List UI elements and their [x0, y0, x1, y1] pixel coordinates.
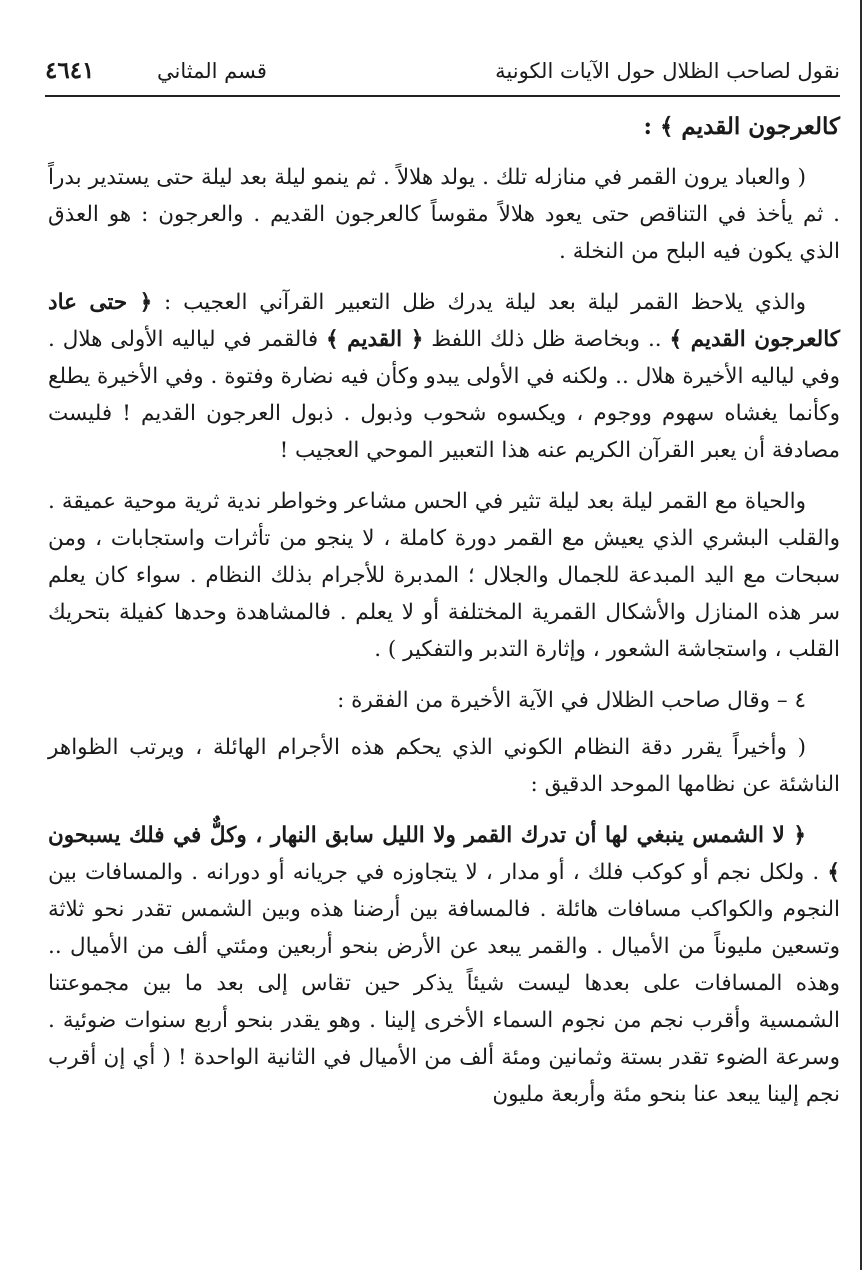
section-label: قسم المثاني — [157, 59, 267, 83]
paragraph-2-part-c: .. وبخاصة ظل ذلك اللفظ — [423, 327, 670, 352]
quran-quote-2: ﴿ القديم ﴾ — [326, 327, 424, 352]
quran-quote-1: ﴿ حتى عاد كالعرجون القديم ﴾ — [48, 290, 840, 352]
running-title: نقول لصاحب الظلال حول الآيات الكونية — [495, 59, 840, 83]
paragraph-3: والحياة مع القمر ليلة بعد ليلة تثير في الحس مشاعر وخواطر ندية ثرية موحية عميقة . والقلب البشري الذي يعيش مع القمر دورة كاملة ، لا ينجو من تأثرات واستجابات ، ومن سبحات مع اليد المبدعة للجمال والجلال ؛ المدبرة للأجرام بذلك النظام . سواء كان يعلم سر هذه المنازل والأشكال القمرية المختلفة أو لا يعلم . فالمشاهدة وحدها كفيلة بتحريك القلب ، واستجاشة الشعور ، وإثارة التدبر والتفكير ) . — [48, 489, 840, 662]
paragraph-6 — [48, 817, 840, 1113]
paragraph-2 — [48, 284, 840, 469]
page-edge-line — [860, 0, 862, 1270]
page-header — [45, 55, 840, 93]
quran-verse: ﴿ لا الشمس ينبغي لها أن تدرك القمر ولا الليل سابق النهار ، وكلٌّ في فلك يسبحون ﴾ — [48, 823, 840, 885]
page-number: ٤٦٤١ — [45, 57, 95, 84]
paragraph-5: ( وأخيراً يقرر دقة النظام الكوني الذي يحكم هذه الأجرام الهائلة ، ويرتب الظواهر الناشئة عن نظامها الموحد الدقيق : — [48, 735, 840, 797]
paragraph-6-rest: . ولكل نجم أو كوكب فلك ، أو مدار ، لا يتجاوزه في جريانه أو دورانه . والمسافات بين النجوم والكواكب مسافات هائلة . فالمسافة بين أرضنا هذه وبين الشمس تقدر نحو ثلاثة وتسعين مليوناً من الأميال . والقمر يبعد عن الأرض بنحو أربعين ومئتي ألف من الأميال .. وهذه المسافات على بعدها ليست شيئاً يذكر حين تقاس إلى بعد ما بين مجموعتنا الشمسية وأقرب نجم من نجوم السماء الأخرى إلينا . وهو يقدر بنحو أربع سنوات ضوئية . وسرعة الضوء تقدر بستة وثمانين ومئة ألف من الأميال في الثانية الواحدة ! ( أي إن أقرب نجم إلينا يبعد عنا بنحو مئة وأربعة مليون — [48, 860, 840, 1107]
paragraph-2-part-a: والذي يلاحظ القمر ليلة بعد ليلة يدرك ظل التعبير القرآني العجيب : — [152, 290, 806, 315]
header-rule — [45, 95, 840, 97]
paragraph-1: ( والعباد يرون القمر في منازله تلك . يولد هلالاً . ثم ينمو ليلة بعد ليلة حتى يستدير بدراً . ثم يأخذ في التناقص حتى يعود هلالاً مقوساً كالعرجون القديم . والعرجون : هو العذق الذي يكون فيه البلح من النخلة . — [48, 165, 840, 264]
paragraph-4: ٤ – وقال صاحب الظلال في الآية الأخيرة من الفقرة : — [337, 688, 806, 713]
section-heading: كالعرجون القديم ﴾ : — [643, 113, 840, 140]
body-text — [48, 108, 840, 1127]
paragraph-2-part-e: فالقمر في لياليه الأولى هلال . وفي لياليه الأخيرة هلال .. ولكنه في الأولى يبدو وكأن فيه نضارة وفتوة . وفي الأخيرة يطلع وكأنما يغشاه سهوم ووجوم ، ويكسوه شحوب وذبول . ذبول العرجون القديم ! فليست مصادفة أن يعبر القرآن الكريم عنه هذا التعبير الموحي العجيب ! — [48, 327, 840, 463]
